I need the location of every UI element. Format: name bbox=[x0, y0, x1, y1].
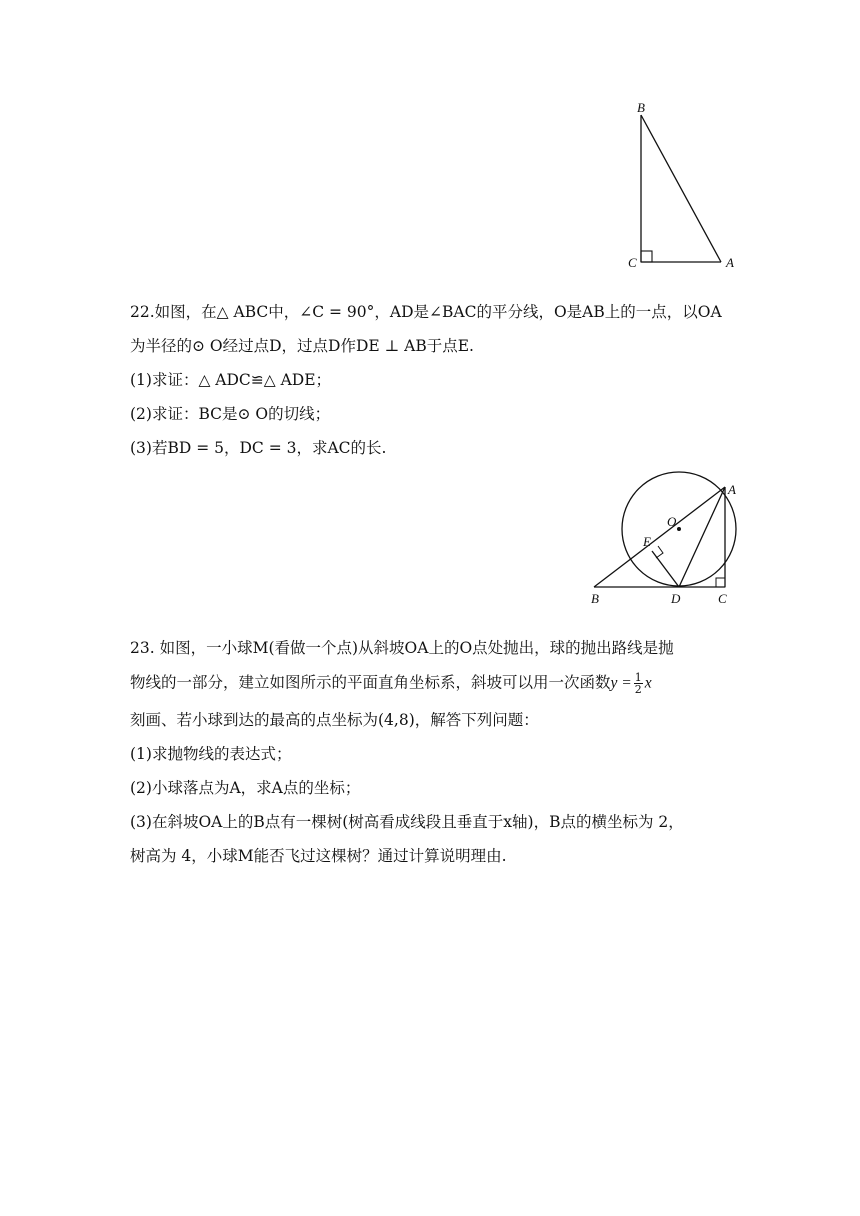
q23-sub-3b: 树高为 4，小球M能否飞过这棵树？通过计算说明理由. bbox=[130, 847, 507, 865]
label-d2: D bbox=[671, 591, 681, 606]
label-a: A bbox=[726, 255, 734, 270]
segment-ab bbox=[641, 115, 721, 262]
center-point-o bbox=[677, 527, 681, 531]
label-o2: O bbox=[667, 514, 677, 529]
q22-sub-1: (1)求证：△ ADC≌△ ADE； bbox=[130, 371, 332, 389]
q22-sub-3: (3)若BD = 5，DC = 3，求AC的长. bbox=[130, 439, 387, 457]
q23-sub-1: (1)求抛物线的表达式； bbox=[130, 745, 292, 763]
label-e2: E bbox=[643, 534, 651, 549]
triangle-abc-figure bbox=[620, 95, 750, 275]
right-angle-c bbox=[716, 578, 725, 587]
q23-line-1: 23. 如图，一小球M(看做一个点)从斜坡OA上的O点处抛出，球的抛出路线是抛 bbox=[130, 639, 674, 657]
segment-ad bbox=[679, 487, 725, 587]
segment-ab-hyp bbox=[594, 487, 725, 587]
label-c: C bbox=[628, 255, 637, 270]
label-a2: A bbox=[728, 482, 736, 497]
q22-line-1: 22.如图，在△ ABC中，∠C = 90°，AD是∠BAC的平分线，O是AB上的一点，以OA bbox=[130, 303, 722, 321]
fraction-one-half bbox=[634, 672, 643, 695]
q22-sub-2: (2)求证：BC是⊙ O的切线； bbox=[130, 405, 331, 423]
label-c2: C bbox=[718, 591, 727, 606]
q23-sub-2: (2)小球落点为A，求A点的坐标； bbox=[130, 779, 361, 797]
fraction-numerator: 1 bbox=[634, 671, 642, 684]
label-b: B bbox=[637, 100, 645, 115]
q23-line-2 bbox=[130, 672, 652, 695]
label-b2: B bbox=[591, 591, 599, 606]
fraction-denominator: 2 bbox=[634, 683, 642, 696]
q23-sub-3a: (3)在斜坡OA上的B点有一棵树(树高看成线段且垂直于x轴)，B点的横坐标为 2， bbox=[130, 813, 684, 831]
q23-line-3: 刻画、若小球到达的最高的点坐标为(4,8)，解答下列问题： bbox=[130, 711, 539, 729]
right-angle-e bbox=[656, 546, 663, 558]
q23-line-2-text: 物线的一部分，建立如图所示的平面直角坐标系，斜坡可以用一次函数 bbox=[130, 673, 611, 692]
circle-tangent-figure bbox=[585, 470, 750, 610]
q22-line-2: 为半径的⊙ O经过点D，过点D作DE ⊥ AB于点E. bbox=[130, 337, 474, 355]
q23-equation-lhs: y = bbox=[610, 674, 632, 692]
right-angle-marker bbox=[641, 251, 652, 262]
q23-equation-var: x bbox=[644, 674, 652, 692]
